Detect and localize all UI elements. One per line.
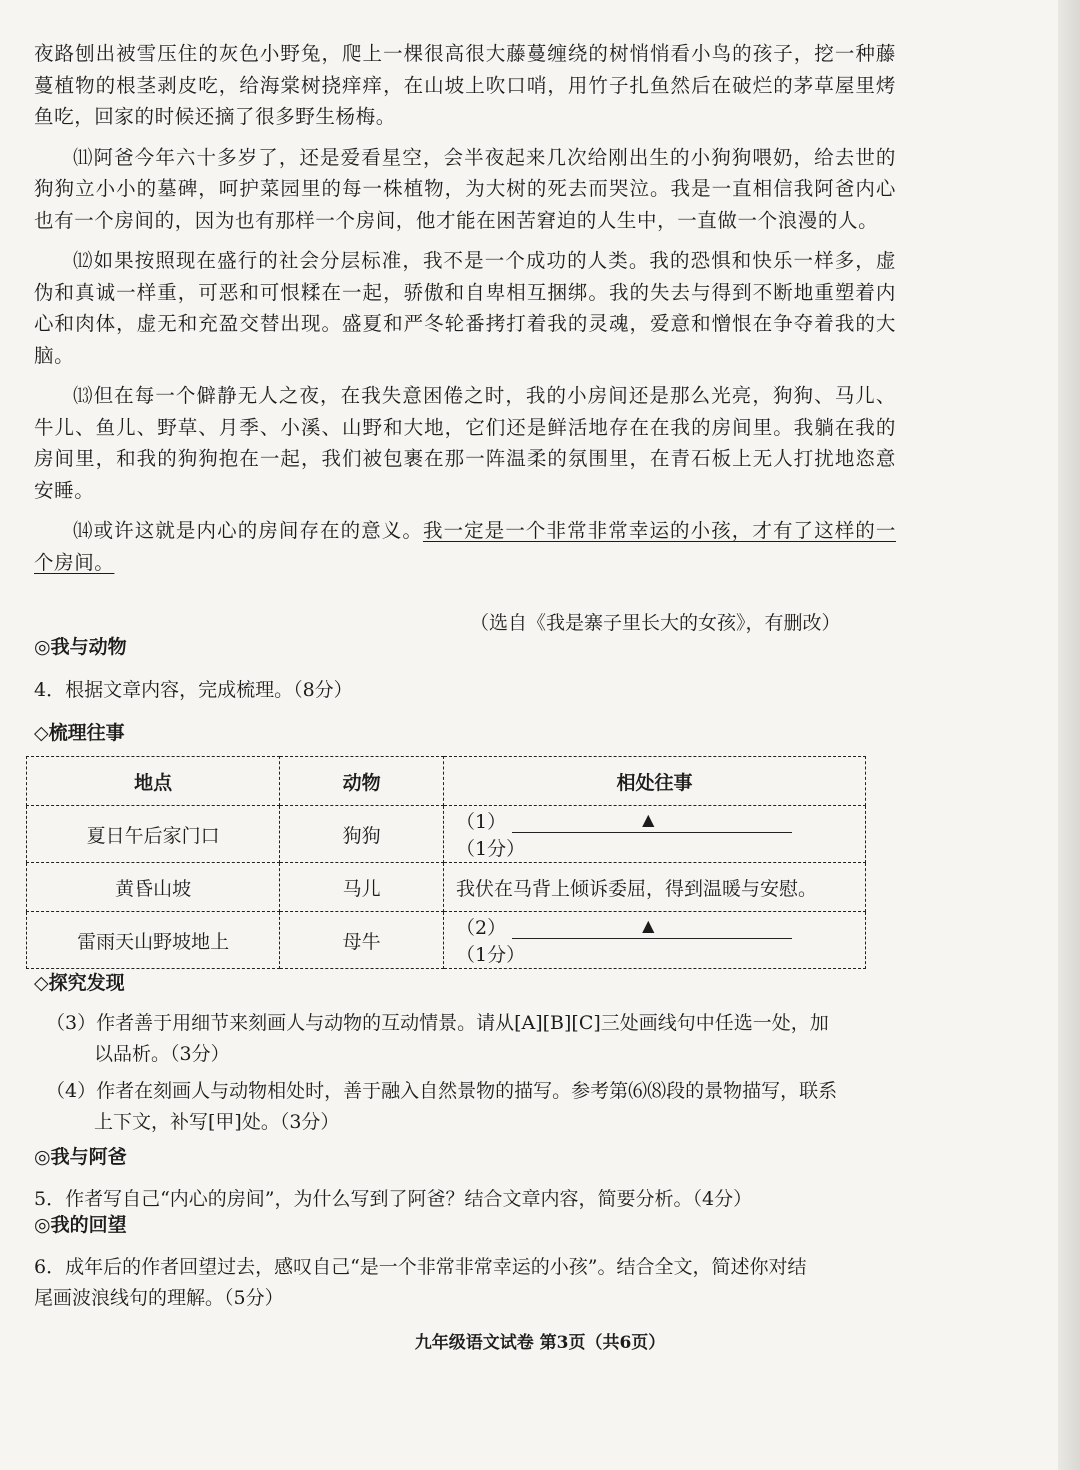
score-1: （1分） — [456, 838, 526, 860]
blank-label-2: （2） — [456, 917, 507, 939]
cell-animal: 狗狗 — [280, 806, 444, 863]
paragraph-11: ⑾阿爸今年六十多岁了，还是爱看星空，会半夜起来几次给刚出生的小狗狗喂奶，给去世的狗狗立小小的墓碑，呵护菜园里的每一株植物，为大树的死去而哭泣。我是一直相信我阿爸内心也有一个房间的，因为也有那样一个房间，他才能在困苦窘迫的人生中，一直做一个浪漫的人。 — [34, 145, 896, 232]
paragraph-12: ⑿如果按照现在盛行的社会分层标准，我不是一个成功的人类。我的恐惧和快乐一样多，虚伪和真诚一样重，可恶和可恨糅在一起，骄傲和自卑相互捆绑。我的失去与得到不断地重塑着内心和肉体，虚无和充盈交替出现。盛夏和严冬轮番拷打着我的灵魂，爱意和憎恨在争夺着我的大脑。 — [34, 249, 896, 367]
question-4-3 — [46, 1008, 916, 1070]
answer-line — [512, 809, 792, 833]
cell-place: 夏日午后家门口 — [27, 806, 280, 863]
passage — [34, 38, 896, 578]
paragraph-14 — [34, 515, 896, 578]
cell-answer-blank-2[interactable] — [444, 912, 866, 969]
triangle-icon: ▲ — [642, 915, 655, 935]
table-row — [27, 912, 866, 969]
col-header-place: 地点 — [27, 757, 280, 806]
col-header-animal: 动物 — [280, 757, 444, 806]
cell-story: 我伏在马背上倾诉委屈，得到温暖与安慰。 — [444, 863, 866, 912]
wavy-underlined-sentence: 我一定是一个非常非常幸运的小孩，才有了这样的一个房间。 — [34, 519, 896, 574]
paragraph-cont: 夜路刨出被雪压住的灰色小野兔，爬上一棵很高很大藤蔓缠绕的树悄悄看小鸟的孩子，挖一种藤蔓植物的根茎剥皮吃，给海棠树挠痒痒，在山坡上吹口哨，用竹子扎鱼然后在破烂的茅草屋里烤鱼吃，回家的时候还摘了很多野生杨梅。 — [34, 42, 896, 128]
section-heading-lookback: ◎我的回望 — [34, 1214, 127, 1236]
question-4-4-line1: （4）作者在刻画人与动物相处时，善于融入自然景物的描写。参考第⑹⑻段的景物描写，联系 — [46, 1080, 838, 1102]
table-header-row — [27, 757, 866, 806]
blank-label-1: （1） — [456, 811, 507, 833]
question-4-4 — [46, 1076, 916, 1138]
question-5: 5．作者写自己“内心的房间”，为什么写到了阿爸？结合文章内容，简要分析。（4分） — [34, 1188, 753, 1210]
cell-place: 黄昏山坡 — [27, 863, 280, 912]
paragraph-13: ⒀但在每一个僻静无人之夜，在我失意困倦之时，我的小房间还是那么光亮，狗狗、马儿、牛儿、鱼儿、野草、月季、小溪、山野和大地，它们还是鲜活地存在在我的房间里。我躺在我的房间里，和我的狗狗抱在一起，我们被包裹在那一阵温柔的氛围里，在青石板上无人打扰地恣意安睡。 — [34, 384, 896, 502]
question-4: 4．根据文章内容，完成梳理。（8分） — [34, 679, 353, 701]
paper-edge — [1058, 0, 1080, 1470]
table-row — [27, 806, 866, 863]
subheading-review: ◇梳理往事 — [34, 722, 125, 744]
sorting-table — [26, 756, 866, 969]
cell-animal: 母牛 — [280, 912, 444, 969]
col-header-story: 相处往事 — [444, 757, 866, 806]
cell-animal: 马儿 — [280, 863, 444, 912]
score-2: （1分） — [456, 944, 526, 966]
question-4-3-line2: 以品析。（3分） — [94, 1043, 230, 1065]
paragraph-14-start: ⒁或许这就是内心的房间存在的意义。 — [73, 519, 423, 542]
cell-place: 雷雨天山野坡地上 — [27, 912, 280, 969]
cell-answer-blank-1[interactable] — [444, 806, 866, 863]
question-6-line1: 6．成年后的作者回望过去，感叹自己“是一个非常非常幸运的小孩”。结合全文，简述你对结 — [34, 1256, 807, 1278]
subheading-explore: ◇探究发现 — [34, 972, 125, 994]
page-footer: 九年级语文试卷 第3页（共6页） — [414, 1333, 666, 1353]
answer-line — [512, 915, 792, 939]
triangle-icon: ▲ — [642, 809, 655, 829]
source-note: （选自《我是寨子里长大的女孩》，有删改） — [470, 612, 841, 634]
question-6 — [34, 1252, 904, 1314]
question-6-line2: 尾画波浪线句的理解。（5分） — [34, 1287, 284, 1309]
table-row — [27, 863, 866, 912]
section-heading-animals: ◎我与动物 — [34, 636, 127, 658]
section-heading-father: ◎我与阿爸 — [34, 1146, 127, 1168]
question-4-4-line2: 上下文，补写[甲]处。（3分） — [94, 1111, 340, 1133]
question-4-3-line1: （3）作者善于用细节来刻画人与动物的互动情景。请从[A][B][C]三处画线句中任选一处，加 — [46, 1012, 829, 1034]
